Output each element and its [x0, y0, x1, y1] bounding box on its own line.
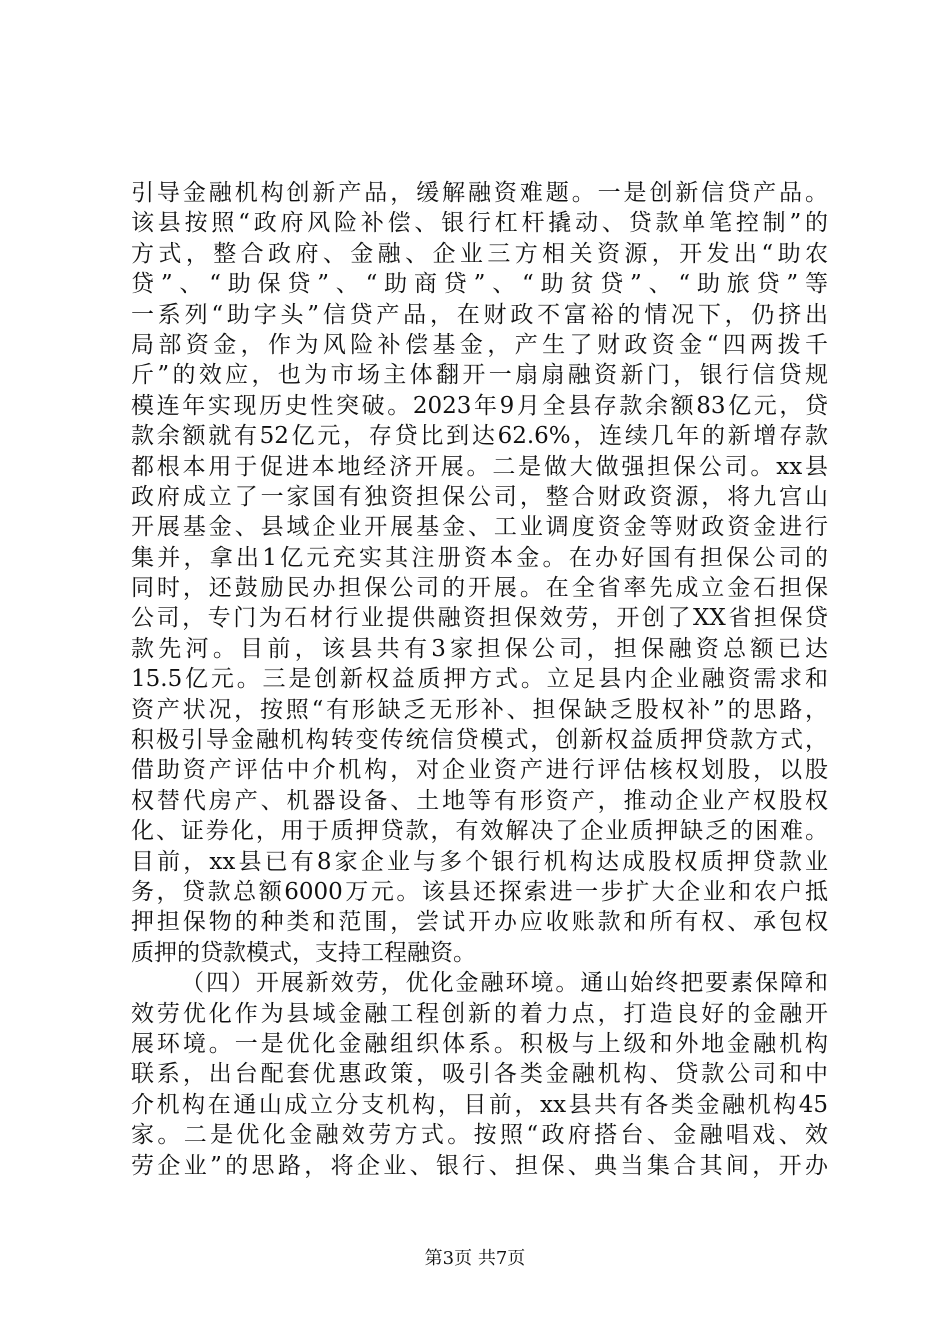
- text-line: （四）开展新效劳，优化金融环境。通山始终把要素保障和: [181, 970, 828, 997]
- text-line: 开展基金、县域企业开展基金、工业调度资金等财政资金进行: [131, 514, 828, 541]
- text-line: 务，贷款总额6000万元。该县还探索进一步扩大企业和农户抵: [131, 878, 828, 905]
- text-line: 都根本用于促进本地经济开展。二是做大做强担保公司。xx县: [131, 453, 828, 480]
- text-line: 劳企业”的思路，将企业、银行、担保、典当集合其间，开办: [131, 1152, 828, 1179]
- text-line: 该县按照“政府风险补偿、银行杠杆撬动、贷款单笔控制”的: [131, 210, 828, 237]
- text-line: 押担保物的种类和范围，尝试开办应收账款和所有权、承包权: [131, 909, 828, 936]
- text-line: 模连年实现历史性突破。2023年9月全县存款余额83亿元，贷: [131, 392, 828, 419]
- document-body: [131, 178, 828, 1181]
- text-line: 款余额就有52亿元，存贷比到达62.6%，连续几年的新增存款: [131, 423, 828, 450]
- text-line: 局部资金，作为风险补偿基金，产生了财政资金“四两拨千: [131, 331, 828, 358]
- text-line: 集并，拿出1亿元充实其注册资本金。在办好国有担保公司的: [131, 544, 828, 571]
- text-line: 化、证券化，用于质押贷款，有效解决了企业质押缺乏的困难。: [131, 818, 828, 845]
- text-line: 引导金融机构创新产品，缓解融资难题。一是创新信贷产品。: [131, 180, 828, 206]
- text-line: 贷”、“助保贷”、“助商贷”、“助贫贷”、“助旅贷”等: [131, 271, 828, 298]
- text-line: 方式，整合政府、金融、企业三方相关资源，开发出“助农: [131, 240, 828, 267]
- text-line: 公司，专门为石材行业提供融资担保效劳，开创了XX省担保贷: [131, 605, 828, 632]
- text-line: 效劳优化作为县域金融工程创新的着力点，打造良好的金融开: [131, 1000, 828, 1027]
- text-line: 介机构在通山成立分支机构，目前，xx县共有各类金融机构45: [131, 1091, 828, 1118]
- text-line: 同时，还鼓励民办担保公司的开展。在全省率先成立金石担保: [131, 575, 828, 602]
- text-line: 借助资产评估中介机构，对企业资产进行评估核权划股，以股: [131, 757, 828, 784]
- text-line: 权替代房产、机器设备、土地等有形资产，推动企业产权股权: [131, 787, 828, 814]
- text-line: 展环境。一是优化金融组织体系。积极与上级和外地金融机构: [131, 1030, 828, 1057]
- text-line: 联系，出台配套优惠政策，吸引各类金融机构、贷款公司和中: [131, 1061, 828, 1088]
- text-line: 目前，xx县已有8家企业与多个银行机构达成股权质押贷款业: [131, 848, 828, 875]
- text-line: 一系列“助字头”信贷产品，在财政不富裕的情况下，仍挤出: [131, 301, 828, 328]
- page-number: 第3页 共7页: [424, 1248, 526, 1269]
- text-line: 款先河。目前，该县共有3家担保公司，担保融资总额已达: [131, 635, 828, 662]
- text-line: 政府成立了一家国有独资担保公司，整合财政资源，将九宫山: [131, 483, 828, 510]
- text-line: 资产状况，按照“有形缺乏无形补、担保缺乏股权补”的思路，: [131, 696, 828, 723]
- text-line: 积极引导金融机构转变传统信贷模式，创新权益质押贷款方式，: [131, 727, 828, 754]
- text-line: 家。二是优化金融效劳方式。按照“政府搭台、金融唱戏、效: [131, 1122, 828, 1149]
- text-line: 斤”的效应，也为市场主体翻开一扇扇融资新门，银行信贷规: [131, 362, 828, 389]
- text-line: 15.5亿元。三是创新权益质押方式。立足县内企业融资需求和: [131, 666, 828, 693]
- text-line: 质押的贷款模式，支持工程融资。: [131, 939, 476, 966]
